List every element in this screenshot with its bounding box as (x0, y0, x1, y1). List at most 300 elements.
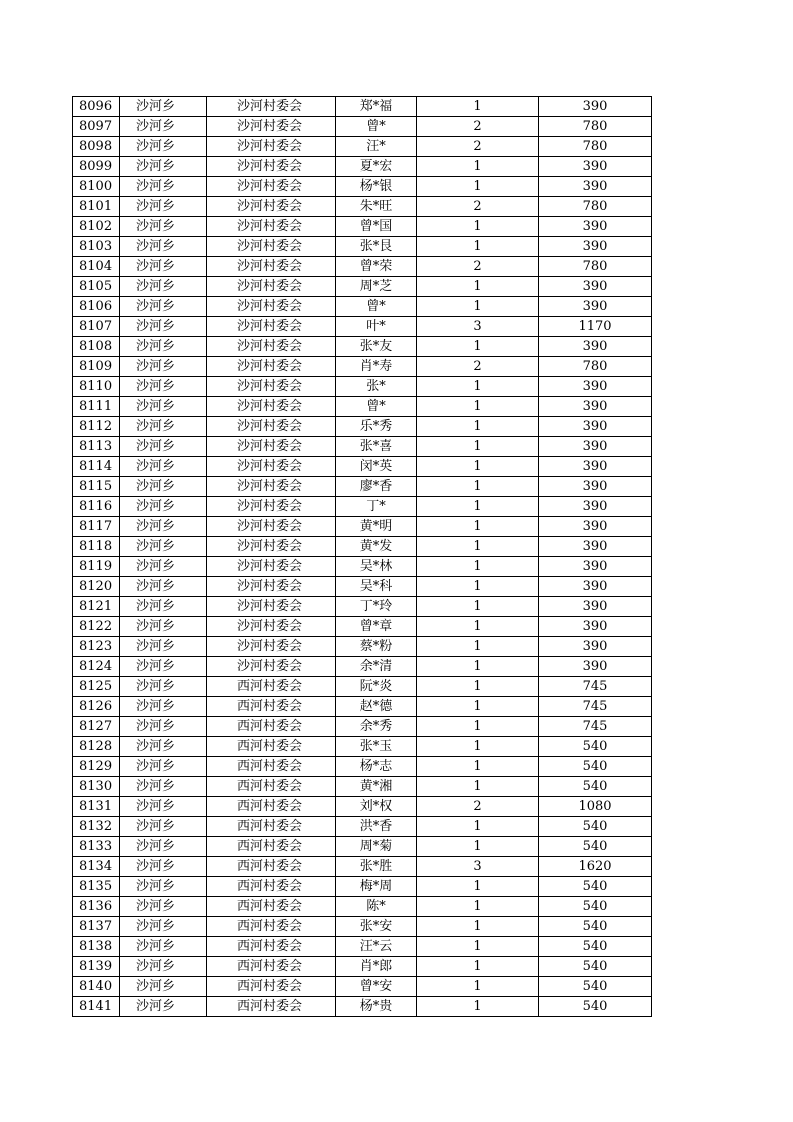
village-cell: 沙河村委会 (207, 477, 336, 497)
amount-cell: 390 (539, 537, 652, 557)
person-name-cell: 廖*香 (336, 477, 417, 497)
town-cell: 沙河乡 (120, 297, 207, 317)
household-count-cell: 1 (417, 837, 539, 857)
person-name-cell: 赵*德 (336, 697, 417, 717)
household-count-cell: 1 (417, 337, 539, 357)
record-id-cell: 8115 (73, 477, 120, 497)
person-name-cell: 曾*章 (336, 617, 417, 637)
table-row (73, 177, 652, 197)
amount-cell: 390 (539, 557, 652, 577)
village-cell: 沙河村委会 (207, 497, 336, 517)
table-row (73, 537, 652, 557)
household-count-cell: 1 (417, 617, 539, 637)
record-id-cell: 8122 (73, 617, 120, 637)
household-count-cell: 1 (417, 557, 539, 577)
household-count-cell: 1 (417, 417, 539, 437)
village-cell: 沙河村委会 (207, 657, 336, 677)
household-count-cell: 1 (417, 737, 539, 757)
record-id-cell: 8126 (73, 697, 120, 717)
table-row (73, 197, 652, 217)
record-id-cell: 8117 (73, 517, 120, 537)
person-name-cell: 丁*玲 (336, 597, 417, 617)
person-name-cell: 闵*英 (336, 457, 417, 477)
village-cell: 沙河村委会 (207, 377, 336, 397)
household-count-cell: 1 (417, 97, 539, 117)
household-count-cell: 1 (417, 757, 539, 777)
town-cell: 沙河乡 (120, 797, 207, 817)
table-row (73, 697, 652, 717)
person-name-cell: 曾*荣 (336, 257, 417, 277)
village-cell: 西河村委会 (207, 877, 336, 897)
table-row (73, 397, 652, 417)
table-row (73, 617, 652, 637)
household-count-cell: 2 (417, 357, 539, 377)
table-row (73, 877, 652, 897)
town-cell: 沙河乡 (120, 377, 207, 397)
amount-cell: 390 (539, 617, 652, 637)
amount-cell: 390 (539, 417, 652, 437)
town-cell: 沙河乡 (120, 537, 207, 557)
village-cell: 沙河村委会 (207, 537, 336, 557)
record-id-cell: 8098 (73, 137, 120, 157)
person-name-cell: 余*清 (336, 657, 417, 677)
amount-cell: 780 (539, 197, 652, 217)
person-name-cell: 张*艮 (336, 237, 417, 257)
record-id-cell: 8124 (73, 657, 120, 677)
record-id-cell: 8137 (73, 917, 120, 937)
person-name-cell: 刘*权 (336, 797, 417, 817)
record-id-cell: 8128 (73, 737, 120, 757)
amount-cell: 1170 (539, 317, 652, 337)
household-count-cell: 1 (417, 937, 539, 957)
amount-cell: 780 (539, 117, 652, 137)
household-count-cell: 1 (417, 477, 539, 497)
table-row (73, 817, 652, 837)
record-id-cell: 8139 (73, 957, 120, 977)
household-count-cell: 1 (417, 497, 539, 517)
person-name-cell: 杨*银 (336, 177, 417, 197)
amount-cell: 540 (539, 837, 652, 857)
village-cell: 沙河村委会 (207, 357, 336, 377)
village-cell: 西河村委会 (207, 937, 336, 957)
household-count-cell: 1 (417, 777, 539, 797)
person-name-cell: 杨*志 (336, 757, 417, 777)
village-cell: 沙河村委会 (207, 97, 336, 117)
amount-cell: 540 (539, 997, 652, 1017)
record-id-cell: 8100 (73, 177, 120, 197)
person-name-cell: 朱*旺 (336, 197, 417, 217)
table-row (73, 717, 652, 737)
person-name-cell: 杨*贵 (336, 997, 417, 1017)
household-count-cell: 1 (417, 577, 539, 597)
village-cell: 沙河村委会 (207, 117, 336, 137)
household-count-cell: 1 (417, 897, 539, 917)
amount-cell: 540 (539, 817, 652, 837)
amount-cell: 390 (539, 217, 652, 237)
person-name-cell: 曾* (336, 297, 417, 317)
amount-cell: 390 (539, 577, 652, 597)
town-cell: 沙河乡 (120, 277, 207, 297)
table-row (73, 577, 652, 597)
village-cell: 沙河村委会 (207, 217, 336, 237)
amount-cell: 390 (539, 477, 652, 497)
town-cell: 沙河乡 (120, 177, 207, 197)
amount-cell: 390 (539, 497, 652, 517)
amount-cell: 1080 (539, 797, 652, 817)
table-row (73, 477, 652, 497)
household-count-cell: 1 (417, 917, 539, 937)
amount-cell: 390 (539, 97, 652, 117)
town-cell: 沙河乡 (120, 257, 207, 277)
village-cell: 沙河村委会 (207, 397, 336, 417)
town-cell: 沙河乡 (120, 937, 207, 957)
town-cell: 沙河乡 (120, 97, 207, 117)
table-row (73, 637, 652, 657)
record-id-cell: 8105 (73, 277, 120, 297)
record-id-cell: 8119 (73, 557, 120, 577)
village-cell: 沙河村委会 (207, 517, 336, 537)
person-name-cell: 肖*寿 (336, 357, 417, 377)
amount-cell: 390 (539, 437, 652, 457)
village-cell: 西河村委会 (207, 897, 336, 917)
town-cell: 沙河乡 (120, 977, 207, 997)
town-cell: 沙河乡 (120, 317, 207, 337)
household-count-cell: 1 (417, 677, 539, 697)
household-count-cell: 1 (417, 597, 539, 617)
table-row (73, 997, 652, 1017)
village-cell: 沙河村委会 (207, 597, 336, 617)
household-count-cell: 1 (417, 237, 539, 257)
household-count-cell: 1 (417, 177, 539, 197)
village-cell: 西河村委会 (207, 957, 336, 977)
amount-cell: 540 (539, 937, 652, 957)
table-row (73, 957, 652, 977)
record-id-cell: 8129 (73, 757, 120, 777)
town-cell: 沙河乡 (120, 957, 207, 977)
person-name-cell: 陈* (336, 897, 417, 917)
record-id-cell: 8104 (73, 257, 120, 277)
household-count-cell: 1 (417, 877, 539, 897)
town-cell: 沙河乡 (120, 697, 207, 717)
household-count-cell: 1 (417, 277, 539, 297)
town-cell: 沙河乡 (120, 717, 207, 737)
record-id-cell: 8106 (73, 297, 120, 317)
village-cell: 沙河村委会 (207, 297, 336, 317)
table-row (73, 157, 652, 177)
amount-cell: 1620 (539, 857, 652, 877)
record-id-cell: 8118 (73, 537, 120, 557)
person-name-cell: 张*安 (336, 917, 417, 937)
amount-cell: 540 (539, 957, 652, 977)
town-cell: 沙河乡 (120, 897, 207, 917)
record-id-cell: 8108 (73, 337, 120, 357)
household-count-cell: 2 (417, 257, 539, 277)
household-count-cell: 1 (417, 297, 539, 317)
amount-cell: 540 (539, 877, 652, 897)
record-id-cell: 8132 (73, 817, 120, 837)
amount-cell: 390 (539, 157, 652, 177)
table-row (73, 757, 652, 777)
amount-cell: 745 (539, 697, 652, 717)
table-row (73, 317, 652, 337)
table-row (73, 917, 652, 937)
table-row (73, 657, 652, 677)
town-cell: 沙河乡 (120, 817, 207, 837)
person-name-cell: 吴*科 (336, 577, 417, 597)
person-name-cell: 张*友 (336, 337, 417, 357)
household-count-cell: 1 (417, 457, 539, 477)
person-name-cell: 曾* (336, 397, 417, 417)
town-cell: 沙河乡 (120, 577, 207, 597)
table-row (73, 297, 652, 317)
town-cell: 沙河乡 (120, 417, 207, 437)
table-row (73, 977, 652, 997)
household-count-cell: 1 (417, 397, 539, 417)
village-cell: 沙河村委会 (207, 137, 336, 157)
amount-cell: 780 (539, 357, 652, 377)
person-name-cell: 蔡*粉 (336, 637, 417, 657)
village-cell: 沙河村委会 (207, 637, 336, 657)
table-row (73, 857, 652, 877)
town-cell: 沙河乡 (120, 877, 207, 897)
records-table-body (73, 97, 652, 1017)
record-id-cell: 8123 (73, 637, 120, 657)
amount-cell: 390 (539, 177, 652, 197)
person-name-cell: 洪*香 (336, 817, 417, 837)
household-count-cell: 3 (417, 857, 539, 877)
table-row (73, 597, 652, 617)
person-name-cell: 汪*云 (336, 937, 417, 957)
town-cell: 沙河乡 (120, 437, 207, 457)
person-name-cell: 周*菊 (336, 837, 417, 857)
village-cell: 沙河村委会 (207, 577, 336, 597)
person-name-cell: 叶* (336, 317, 417, 337)
table-row (73, 337, 652, 357)
amount-cell: 390 (539, 657, 652, 677)
amount-cell: 390 (539, 377, 652, 397)
table-row (73, 797, 652, 817)
amount-cell: 390 (539, 597, 652, 617)
record-id-cell: 8135 (73, 877, 120, 897)
town-cell: 沙河乡 (120, 757, 207, 777)
table-row (73, 357, 652, 377)
amount-cell: 390 (539, 637, 652, 657)
person-name-cell: 肖*郎 (336, 957, 417, 977)
person-name-cell: 张*玉 (336, 737, 417, 757)
person-name-cell: 夏*宏 (336, 157, 417, 177)
town-cell: 沙河乡 (120, 337, 207, 357)
record-id-cell: 8141 (73, 997, 120, 1017)
record-id-cell: 8130 (73, 777, 120, 797)
town-cell: 沙河乡 (120, 597, 207, 617)
village-cell: 西河村委会 (207, 717, 336, 737)
record-id-cell: 8102 (73, 217, 120, 237)
person-name-cell: 乐*秀 (336, 417, 417, 437)
table-row (73, 557, 652, 577)
record-id-cell: 8109 (73, 357, 120, 377)
village-cell: 西河村委会 (207, 677, 336, 697)
village-cell: 沙河村委会 (207, 157, 336, 177)
amount-cell: 540 (539, 977, 652, 997)
amount-cell: 540 (539, 737, 652, 757)
town-cell: 沙河乡 (120, 357, 207, 377)
village-cell: 沙河村委会 (207, 337, 336, 357)
household-count-cell: 2 (417, 797, 539, 817)
record-id-cell: 8116 (73, 497, 120, 517)
town-cell: 沙河乡 (120, 777, 207, 797)
town-cell: 沙河乡 (120, 557, 207, 577)
town-cell: 沙河乡 (120, 197, 207, 217)
table-row (73, 837, 652, 857)
person-name-cell: 梅*周 (336, 877, 417, 897)
table-row (73, 437, 652, 457)
record-id-cell: 8111 (73, 397, 120, 417)
amount-cell: 540 (539, 897, 652, 917)
town-cell: 沙河乡 (120, 497, 207, 517)
village-cell: 西河村委会 (207, 797, 336, 817)
table-row (73, 457, 652, 477)
table-row (73, 897, 652, 917)
person-name-cell: 曾* (336, 117, 417, 137)
amount-cell: 390 (539, 517, 652, 537)
table-row (73, 497, 652, 517)
town-cell: 沙河乡 (120, 657, 207, 677)
town-cell: 沙河乡 (120, 217, 207, 237)
person-name-cell: 郑*福 (336, 97, 417, 117)
record-id-cell: 8096 (73, 97, 120, 117)
village-cell: 沙河村委会 (207, 437, 336, 457)
amount-cell: 540 (539, 757, 652, 777)
record-id-cell: 8099 (73, 157, 120, 177)
town-cell: 沙河乡 (120, 617, 207, 637)
table-row (73, 737, 652, 757)
amount-cell: 390 (539, 337, 652, 357)
amount-cell: 540 (539, 777, 652, 797)
village-cell: 西河村委会 (207, 697, 336, 717)
table-row (73, 97, 652, 117)
person-name-cell: 黄*湘 (336, 777, 417, 797)
village-cell: 西河村委会 (207, 837, 336, 857)
household-count-cell: 2 (417, 117, 539, 137)
record-id-cell: 8121 (73, 597, 120, 617)
record-id-cell: 8131 (73, 797, 120, 817)
table-row (73, 257, 652, 277)
household-count-cell: 1 (417, 437, 539, 457)
record-id-cell: 8101 (73, 197, 120, 217)
table-row (73, 377, 652, 397)
record-id-cell: 8136 (73, 897, 120, 917)
town-cell: 沙河乡 (120, 637, 207, 657)
village-cell: 沙河村委会 (207, 257, 336, 277)
town-cell: 沙河乡 (120, 677, 207, 697)
person-name-cell: 黄*发 (336, 537, 417, 557)
household-count-cell: 1 (417, 697, 539, 717)
town-cell: 沙河乡 (120, 157, 207, 177)
village-cell: 沙河村委会 (207, 177, 336, 197)
village-cell: 沙河村委会 (207, 457, 336, 477)
town-cell: 沙河乡 (120, 837, 207, 857)
village-cell: 沙河村委会 (207, 317, 336, 337)
table-row (73, 237, 652, 257)
village-cell: 沙河村委会 (207, 557, 336, 577)
record-id-cell: 8103 (73, 237, 120, 257)
record-id-cell: 8125 (73, 677, 120, 697)
record-id-cell: 8112 (73, 417, 120, 437)
amount-cell: 745 (539, 677, 652, 697)
town-cell: 沙河乡 (120, 857, 207, 877)
household-count-cell: 1 (417, 717, 539, 737)
amount-cell: 540 (539, 917, 652, 937)
amount-cell: 390 (539, 277, 652, 297)
household-count-cell: 1 (417, 537, 539, 557)
village-cell: 沙河村委会 (207, 277, 336, 297)
town-cell: 沙河乡 (120, 917, 207, 937)
amount-cell: 390 (539, 457, 652, 477)
household-count-cell: 3 (417, 317, 539, 337)
village-cell: 沙河村委会 (207, 617, 336, 637)
records-table (72, 96, 652, 1017)
person-name-cell: 张* (336, 377, 417, 397)
household-count-cell: 1 (417, 997, 539, 1017)
amount-cell: 390 (539, 297, 652, 317)
record-id-cell: 8110 (73, 377, 120, 397)
household-count-cell: 1 (417, 817, 539, 837)
table-row (73, 417, 652, 437)
town-cell: 沙河乡 (120, 997, 207, 1017)
record-id-cell: 8114 (73, 457, 120, 477)
town-cell: 沙河乡 (120, 117, 207, 137)
household-count-cell: 1 (417, 377, 539, 397)
village-cell: 西河村委会 (207, 997, 336, 1017)
village-cell: 西河村委会 (207, 977, 336, 997)
town-cell: 沙河乡 (120, 397, 207, 417)
record-id-cell: 8107 (73, 317, 120, 337)
household-count-cell: 1 (417, 977, 539, 997)
amount-cell: 390 (539, 237, 652, 257)
table-row (73, 117, 652, 137)
village-cell: 西河村委会 (207, 817, 336, 837)
person-name-cell: 黄*明 (336, 517, 417, 537)
household-count-cell: 1 (417, 657, 539, 677)
household-count-cell: 2 (417, 137, 539, 157)
record-id-cell: 8138 (73, 937, 120, 957)
village-cell: 西河村委会 (207, 917, 336, 937)
record-id-cell: 8133 (73, 837, 120, 857)
village-cell: 沙河村委会 (207, 237, 336, 257)
table-row (73, 937, 652, 957)
record-id-cell: 8113 (73, 437, 120, 457)
table-row (73, 217, 652, 237)
town-cell: 沙河乡 (120, 137, 207, 157)
table-row (73, 677, 652, 697)
record-id-cell: 8097 (73, 117, 120, 137)
record-id-cell: 8120 (73, 577, 120, 597)
household-count-cell: 1 (417, 217, 539, 237)
amount-cell: 780 (539, 137, 652, 157)
household-count-cell: 1 (417, 637, 539, 657)
household-count-cell: 2 (417, 197, 539, 217)
person-name-cell: 吴*林 (336, 557, 417, 577)
village-cell: 沙河村委会 (207, 417, 336, 437)
person-name-cell: 张*喜 (336, 437, 417, 457)
person-name-cell: 丁* (336, 497, 417, 517)
person-name-cell: 张*胜 (336, 857, 417, 877)
village-cell: 西河村委会 (207, 757, 336, 777)
table-row (73, 137, 652, 157)
household-count-cell: 1 (417, 517, 539, 537)
village-cell: 西河村委会 (207, 777, 336, 797)
record-id-cell: 8140 (73, 977, 120, 997)
